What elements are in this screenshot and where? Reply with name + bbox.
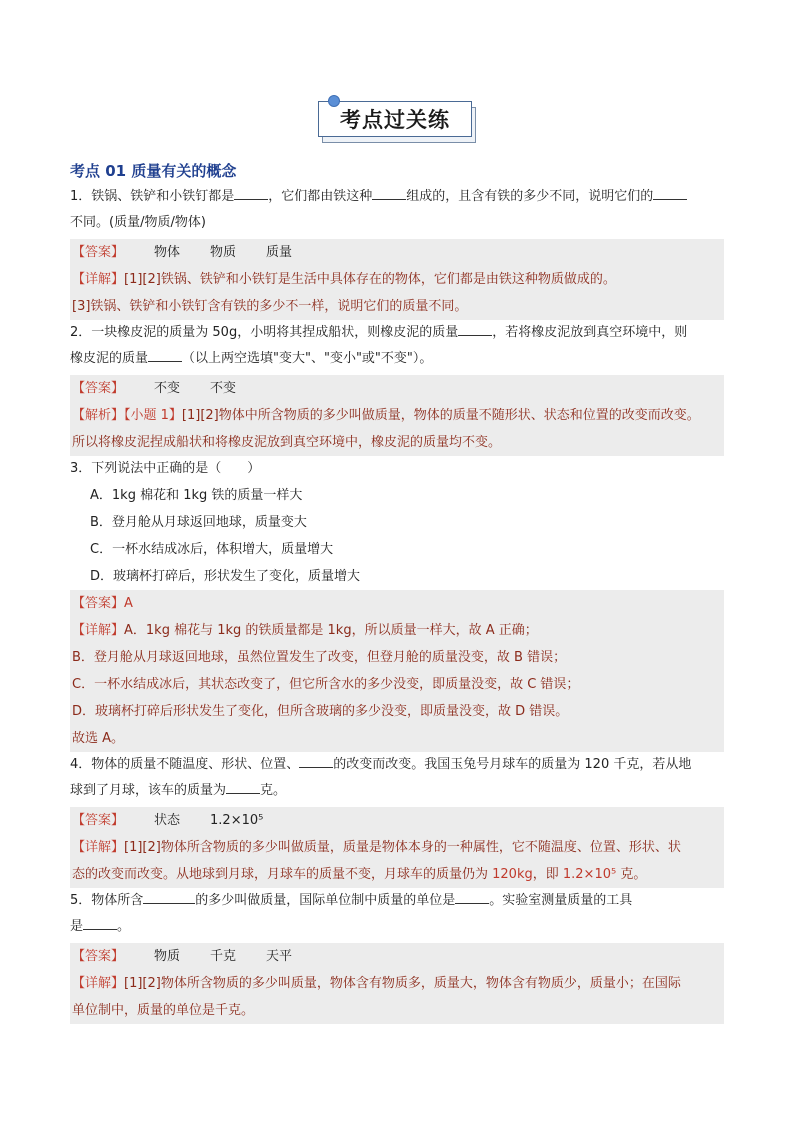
detail-value: 1.2×10⁵ [562,867,617,882]
answer-value: 天平 [266,949,293,964]
detail-text: D．玻璃杯打碎后形状发生了变化，但所含玻璃的多少没变，即质量没变，故 D 错误。 [72,704,569,719]
question-4 [70,752,724,804]
q4-text: 球到了月球，该车的质量为 [70,783,227,798]
detail-5 [70,970,724,1024]
blank [372,185,406,200]
page-title: 考点过关练 [318,101,472,137]
detail-text: [1][2]铁锅、铁铲和小铁钉是生活中具体存在的物体，它们都是由铁这种物质做成的。 [124,272,616,287]
answer-value: 1.2×10⁵ [210,813,264,828]
answer-label: 【答案】 [72,245,125,260]
section-heading: 考点 01 质量有关的概念 [70,162,237,180]
detail-label: 【详解】 [72,840,125,855]
detail-text: ，即 [532,867,563,882]
detail-3 [70,617,724,752]
detail-text: 态的改变而改变。从地球到月球，月球车的质量不变，月球车的质量仍为 [72,867,493,882]
q1-text: 不同。(质量/物质/物体) [70,215,206,230]
detail-text: A．1kg 棉花与 1kg 的铁质量都是 1kg，所以质量一样大，故 A 正确； [124,623,538,638]
q5-text: 5．物体所含 [70,893,144,908]
q5-text: 的多少叫做质量，国际单位制中质量的单位是 [195,893,456,908]
blank [455,889,489,904]
question-2 [70,320,724,372]
answer-label: 【答案】 [72,596,125,611]
detail-label: 【详解】 [72,976,125,991]
detail-text: 故选 A。 [72,731,125,746]
detail-text: [1][2]物体所含物质的多少叫做质量，质量是物体本身的一种属性，它不随温度、位置、形状、状 [124,840,681,855]
blank [299,753,333,768]
detail-2 [70,402,724,456]
detail-text: 所以将橡皮泥捏成船状和将橡皮泥放到真空环境中，橡皮泥的质量均不变。 [72,435,502,450]
q4-text: 的改变而改变。我国玉兔号月球车的质量为 120 千克，若从地 [333,757,692,772]
answer-label: 【答案】 [72,813,125,828]
blank [143,889,195,904]
option-c: C．一杯水结成冰后，体积增大，质量增大 [90,542,334,557]
detail-text: [3]铁锅、铁铲和小铁钉含有铁的多少不一样，说明它们的质量不同。 [72,299,468,314]
detail-text: 单位制中，质量的单位是千克。 [72,1003,255,1018]
detail-label: 【解析】【小题 1】 [72,408,182,423]
answer-value: 物质 [154,949,181,964]
detail-text: [1][2]物体所含物质的多少叫质量，物体含有物质多，质量大，物体含有物质少，质量小；在国际 [124,976,681,991]
blank [83,915,117,930]
detail-text: B．登月舱从月球返回地球，虽然位置发生了改变，但登月舱的质量没变，故 B 错误； [72,650,567,665]
option-b: B．登月舱从月球返回地球，质量变大 [90,515,307,530]
detail-text: C．一杯水结成冰后，其状态改变了，但它所含水的多少没变，即质量没变，故 C 错误； [72,677,580,692]
answer-label: 【答案】 [72,381,125,396]
answer-5 [70,943,724,970]
q2-text: 2．一块橡皮泥的质量为 50g，小明将其捏成船状，则橡皮泥的质量 [70,325,459,340]
answer-1 [70,239,724,266]
q1-text: ，它们都由铁这种 [268,189,373,204]
answer-2 [70,375,724,402]
blank [653,185,687,200]
title-badge [318,101,476,143]
q5-text: 。 [117,919,131,934]
q5-text: 是 [70,919,84,934]
answer-value: 千克 [210,949,237,964]
detail-4 [70,834,724,888]
q2-text: ，若将橡皮泥放到真空环境中，则 [492,325,688,340]
answer-value: 不变 [154,381,181,396]
question-1 [70,184,724,236]
detail-text: 克。 [616,867,647,882]
detail-label: 【详解】 [72,623,125,638]
answer-value: 状态 [154,813,181,828]
q1-text: 组成的，且含有铁的多少不同，说明它们的 [406,189,654,204]
option-a: A．1kg 棉花和 1kg 铁的质量一样大 [90,488,303,503]
q2-text: （以上两空选填"变大"、"变小"或"不变"）。 [182,351,433,366]
detail-1 [70,266,724,320]
q1-text: 1．铁锅、铁铲和小铁钉都是 [70,189,235,204]
answer-value: 质量 [266,245,293,260]
answer-3 [70,590,724,617]
blank [458,321,492,336]
question-5 [70,888,724,940]
option-d: D．玻璃杯打碎后，形状发生了变化，质量增大 [90,569,361,584]
answer-value: 物质 [210,245,237,260]
q4-text: 克。 [260,783,287,798]
detail-value: 120kg [492,867,533,882]
answer-4 [70,807,724,834]
answer-value: 物体 [154,245,181,260]
blank [148,347,182,362]
answer-label: 【答案】 [72,949,125,964]
blank [234,185,268,200]
q4-text: 4．物体的质量不随温度、形状、位置、 [70,757,300,772]
document-body [70,160,724,1024]
answer-value: A [124,596,133,611]
q5-text: 。实验室测量质量的工具 [489,893,633,908]
detail-text: [1][2]物体中所含物质的多少叫做质量，物体的质量不随形状、状态和位置的改变而改变。 [181,408,700,423]
blank [226,779,260,794]
q2-text: 橡皮泥的质量 [70,351,149,366]
answer-value: 不变 [210,381,237,396]
detail-label: 【详解】 [72,272,125,287]
question-3: 3．下列说法中正确的是（ ） [70,461,261,476]
title-dot-icon [328,95,340,107]
